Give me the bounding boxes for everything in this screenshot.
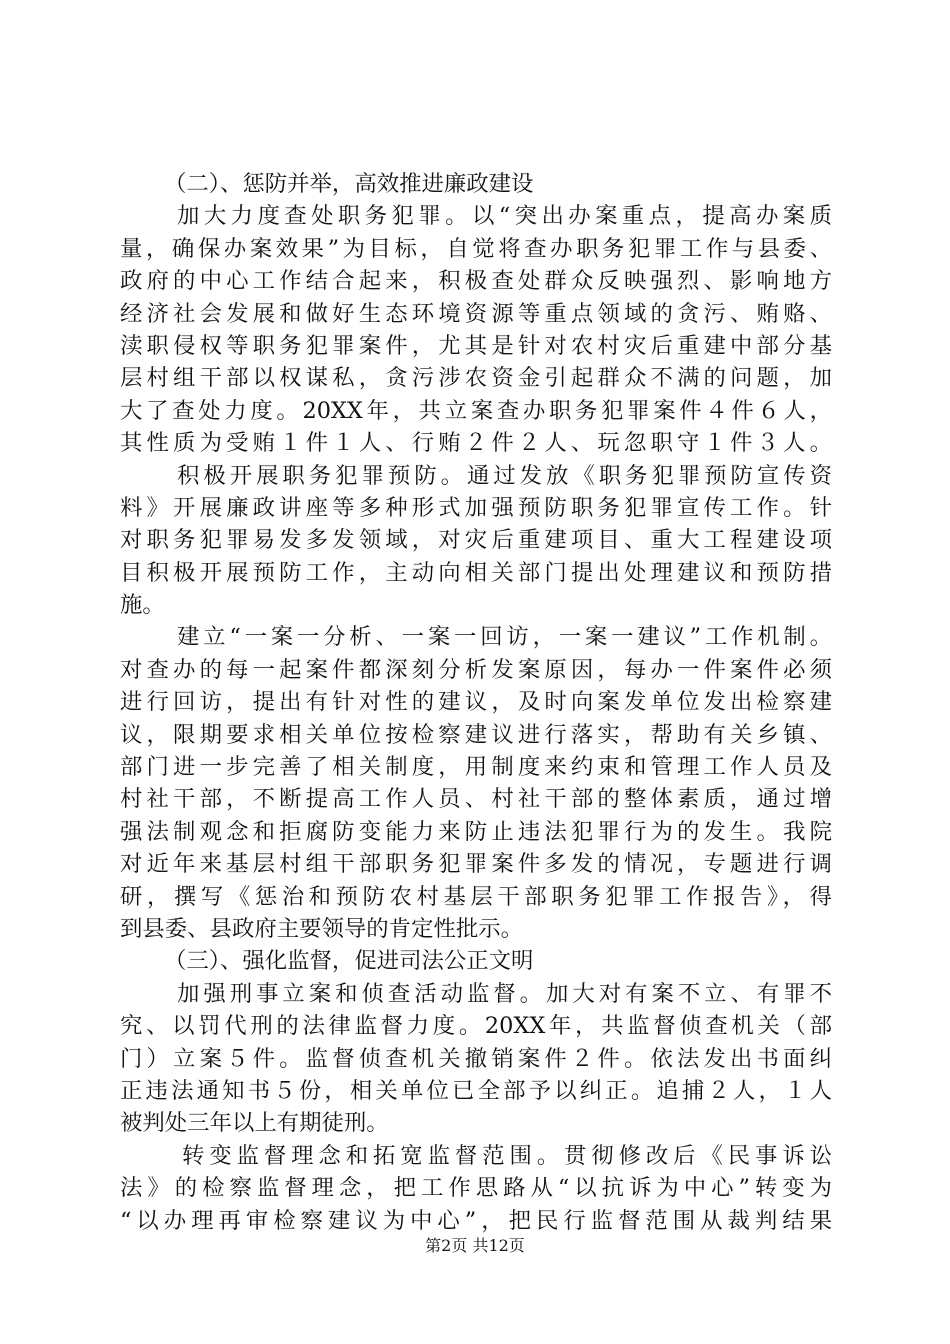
paragraph-line: 料》开展廉政讲座等多种形式加强预防职务犯罪宣传工作。针 — [120, 494, 832, 521]
paragraph-line: 加强刑事立案和侦查活动监督。加大对有案不立、有罪不 — [177, 980, 832, 1007]
paragraph-line: 其性质为受贿１件１人、行贿２件２人、玩忽职守１件３人。 — [120, 430, 832, 457]
paragraph-line: 村社干部，不断提高工作人员、村社干部的整体素质，通过增 — [120, 786, 832, 813]
paragraph-line: 法》的检察监督理念，把工作思路从“以抗诉为中心”转变为 — [120, 1175, 832, 1202]
paragraph-line: 对近年来基层村组干部职务犯罪案件多发的情况，专题进行调 — [120, 851, 832, 878]
section-heading: （二）、惩防并举，高效推进廉政建设 — [164, 171, 534, 197]
paragraph-line: 经济社会发展和做好生态环境资源等重点领域的贪污、贿赂、 — [120, 300, 832, 327]
paragraph-line: 对职务犯罪易发多发领域，对灾后重建项目、重大工程建设项 — [120, 527, 832, 554]
document-body — [120, 168, 832, 1237]
paragraph-line: 加大力度查处职务犯罪。以“突出办案重点，提高办案质 — [177, 203, 832, 230]
paragraph-line: 正违法通知书５份，相关单位已全部予以纠正。追捕２人，１人 — [120, 1077, 832, 1104]
paragraph-line: 被判处三年以上有期徒刑。 — [120, 1110, 389, 1137]
paragraph-line: 转变监督理念和拓宽监督范围。贯彻修改后《民事诉讼 — [182, 1142, 832, 1169]
paragraph-line: 渎职侵权等职务犯罪案件，尤其是针对农村灾后重建中部分基 — [120, 332, 832, 359]
paragraph-line: 研，撰写《惩治和预防农村基层干部职务犯罪工作报告》，得 — [120, 883, 832, 910]
paragraph-line: 目积极开展预防工作，主动向相关部门提出处理建议和预防措 — [120, 559, 832, 586]
page-number-footer: 第2页 共12页 — [425, 1236, 525, 1255]
paragraph-line: 层村组干部以权谋私，贪污涉农资金引起群众不满的问题，加 — [120, 365, 832, 392]
paragraph-line: 量，确保办案效果”为目标，自觉将查办职务犯罪工作与县委、 — [120, 235, 832, 262]
paragraph-line: 部门进一步完善了相关制度，用制度来约束和管理工作人员及 — [120, 754, 832, 781]
paragraph-line: “以办理再审检察建议为中心”，把民行监督范围从裁判结果 — [120, 1207, 832, 1234]
paragraph-line: 施。 — [120, 592, 165, 619]
paragraph-line: 大了查处力度。20XX年，共立案查办职务犯罪案件４件６人， — [120, 397, 832, 424]
paragraph-line: 议，限期要求相关单位按检察建议进行落实，帮助有关乡镇、 — [120, 721, 832, 748]
section-heading: （三）、强化监督，促进司法公正文明 — [164, 948, 534, 975]
paragraph-line: 积极开展职务犯罪预防。通过发放《职务犯罪预防宣传资 — [177, 462, 832, 489]
paragraph-line: 强法制观念和拒腐防变能力来防止违法犯罪行为的发生。我院 — [120, 818, 832, 845]
paragraph-line: 进行回访，提出有针对性的建议，及时向案发单位发出检察建 — [120, 689, 832, 716]
paragraph-line: 门）立案５件。监督侦查机关撤销案件２件。依法发出书面纠 — [120, 1045, 832, 1072]
paragraph-line: 政府的中心工作结合起来，积极查处群众反映强烈、影响地方 — [120, 268, 832, 295]
paragraph-line: 对查办的每一起案件都深刻分析发案原因，每办一件案件必须 — [120, 656, 832, 683]
paragraph-line: 究、以罚代刑的法律监督力度。20XX年，共监督侦查机关（部 — [120, 1013, 832, 1040]
paragraph-line: 建立“一案一分析、一案一回访，一案一建议”工作机制。 — [177, 624, 832, 651]
paragraph-line: 到县委、县政府主要领导的肯定性批示。 — [120, 915, 524, 942]
